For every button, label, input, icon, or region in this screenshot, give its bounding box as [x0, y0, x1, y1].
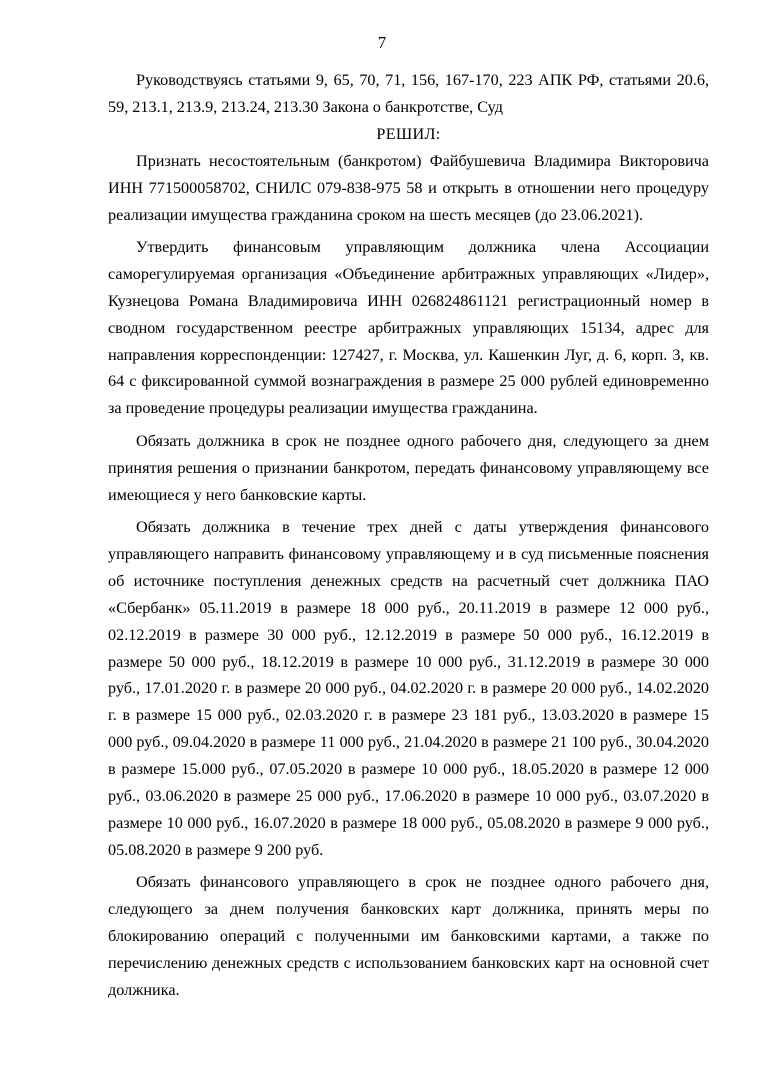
paragraph-explain-funds: Обязать должника в течение трех дней с даты утверждения финансового управляющего направить финансовому управляющему и в суд письменные пояснения об источнике поступления денежных средств на расчетный счет должника ПАО «Сбербанк» 05.11.2019 в размере 18 000 руб., 20.11.2019 в размере 12 000 руб., 02.12.2019 в размере 30 000 руб., 12.12.2019 в размере 50 000 руб., 16.12.2019 в размере 50 000 руб., 18.12.2019 в размере 10 000 руб., 31.12.2019 в размере 30 000 руб., 17.01.2020 г. в размере 20 000 руб., 04.02.2020 г. в размере 20 000 руб., 14.02.2020 г. в размере 15 000 руб., 02.03.2020 г. в размере 23 181 руб., 13.03.2020 в размере 15 000 руб., 09.04.2020 в размере 11 000 руб., 21.04.2020 в размере 21 100 руб., 30.04.2020 в размере 15.000 руб., 07.05.2020 в размере 10 000 руб., 18.05.2020 в размере 12 000 руб., 03.06.2020 в размере 25 000 руб., 17.06.2020 в размере 10 000 руб., 03.07.2020 в размере 10 000 руб., 16.07.2020 в размере 18 000 руб., 05.08.2020 в размере 9 000 руб., 05.08.2020 в размере 9 200 руб. — [108, 518, 709, 859]
paragraph-transfer-cards: Обязать должника в срок не позднее одного рабочего дня, следующего за днем принятия решения о признании банкротом, передать финансовому управляющему все имеющиеся у него банковские карты. — [108, 431, 709, 504]
intro-paragraph: Руководствуясь статьями 9, 65, 70, 71, 156, 167-170, 223 АПК РФ, статьями 20.6, 59, 213.1, 213.9, 213.24, 213.30 Закона о банкротстве, Суд — [108, 71, 709, 116]
document-body — [108, 67, 709, 1009]
paragraph-declare-bankrupt: Признать несостоятельным (банкротом) Файбушевича Владимира Викторовича ИНН 771500058702, СНИЛС 079-838-975 58 и открыть в отношении него процедуру реализации имущества гражданина сроком на шесть месяцев (до 23.06.2021). — [108, 151, 709, 224]
decision-heading: РЕШИЛ: — [376, 124, 441, 143]
paragraph-appoint-manager: Утвердить финансовым управляющим должника члена Ассоциации саморегулируемая организация «Объединение арбитражных управляющих «Лидер», Кузнецова Романа Владимировича ИНН 026824861121 регистрационный номер в сводном государственном реестре арбитражных управляющих 15134, адрес для направления корреспонденции: 127427, г. Москва, ул. Кашенкин Луг, д. 6, корп. 3, кв. 64 с фиксированной суммой вознаграждения в размере 25 000 рублей единовременно за проведение процедуры реализации имущества гражданина. — [108, 237, 709, 418]
paragraph-block-cards: Обязать финансового управляющего в срок не позднее одного рабочего дня, следующего за днем получения банковских карт должника, принять меры по блокированию операций с полученными им банковскими картами, а также по перечислению денежных средств с использованием банковских карт на основной счет должника. — [108, 873, 709, 999]
page-number: 7 — [377, 33, 387, 52]
